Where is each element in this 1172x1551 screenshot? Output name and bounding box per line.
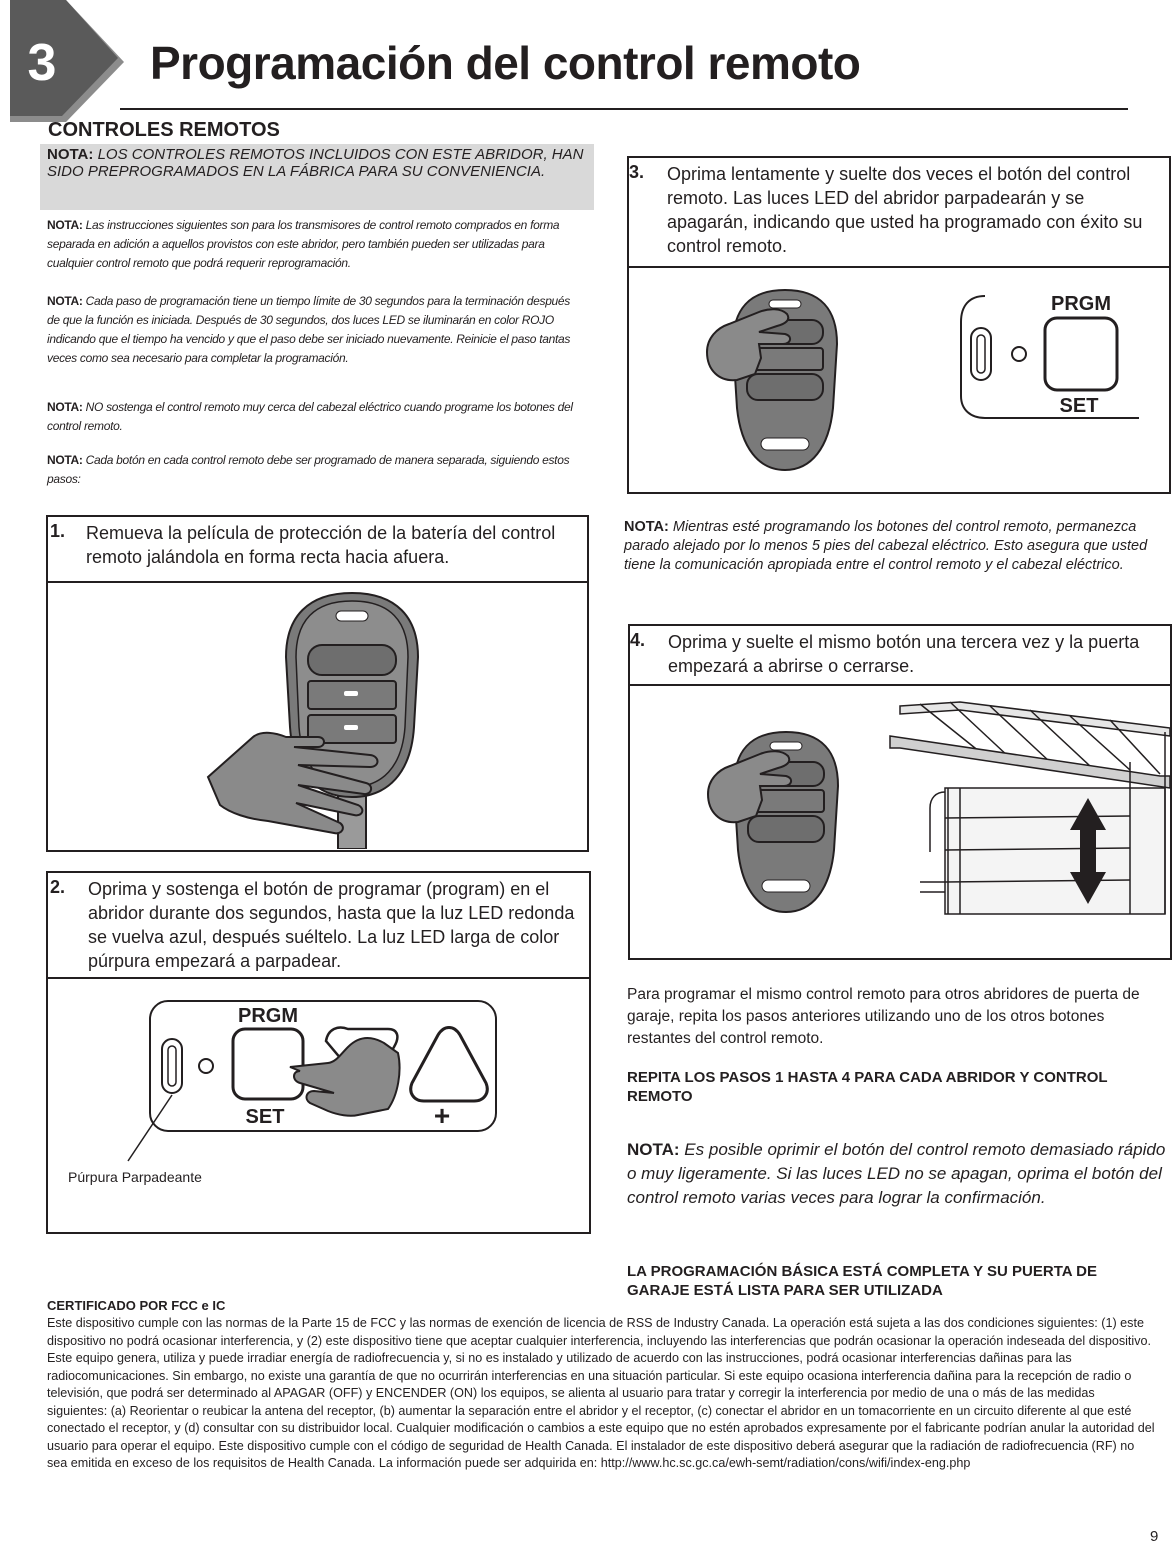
nota-main-label: NOTA: — [47, 146, 94, 163]
note-2 — [47, 292, 577, 368]
step-1-box — [46, 515, 589, 852]
note-text: NO sostenga el control remoto muy cerca del cabezal eléctrico cuando programe los botones del control remoto. — [47, 400, 573, 433]
section-title: CONTROLES REMOTOS — [48, 119, 280, 141]
round-led — [1012, 347, 1026, 361]
step-4-text: Oprima y suelte el mismo botón una tercera vez y la puerta empezará a abrirse o cerrarse. — [668, 632, 1140, 676]
note-3 — [47, 398, 577, 436]
note-1 — [47, 216, 577, 273]
set-label: SET — [245, 1106, 285, 1128]
step-3-box — [627, 156, 1171, 494]
remote-pull-tab-illustration — [198, 587, 448, 849]
step-2-box — [46, 871, 591, 1234]
repeat-heading: REPITA LOS PASOS 1 HASTA 4 PARA CADA ABRIDOR Y CONTROL REMOTO — [627, 1069, 1108, 1105]
prgm-set-button — [1045, 318, 1117, 390]
step-2-text: Oprima y sostenga el botón de programar (program) en el abridor durante dos segundos, hasta que la luz LED redonda se vuelva azul, después suéltelo. La luz LED larga de color púrpura empezará a parpadear. — [88, 879, 575, 971]
note-text: Cada botón en cada control remoto debe ser programado de manera separada, siguiendo estos pasos: — [47, 453, 570, 486]
final-note — [627, 1138, 1167, 1210]
long-led — [971, 328, 991, 380]
step-2-number: 2. — [50, 877, 66, 897]
prgm-set-button — [233, 1029, 303, 1099]
set-label: SET — [1059, 395, 1099, 417]
plus-label: + — [433, 1100, 451, 1131]
section-number: 3 — [27, 34, 57, 92]
step-3-number: 3. — [629, 162, 645, 182]
right-note — [624, 518, 1172, 575]
note-text: Cada paso de programación tiene un tiempo límite de 30 segundos para la terminación después de que la función es iniciada. Después de 30 segundos, dos luces LED se iluminarán en color ROJO indicando que el tiempo ha vencido y que el paso debe ser iniciado nuevamente. Reinicie el paso tantas veces como sea necesario para completar la programación. — [47, 294, 571, 365]
step-4-box — [628, 624, 1172, 960]
final-note-text: Es posible oprimir el botón del control remoto demasiado rápido o muy ligeramente. Si las luces LED no se apagan, oprima el botón del control remoto varias veces para lograr la confirmación. — [627, 1140, 1166, 1207]
step-1-text: Remueva la película de protección de la batería del control remoto jalándola en forma recta hacia afuera. — [86, 523, 556, 567]
prgm-label: PRGM — [1051, 293, 1111, 315]
prgm-label: PRGM — [238, 1005, 298, 1027]
step-1-number: 1. — [50, 521, 66, 541]
round-led — [199, 1059, 213, 1073]
final-note-label: NOTA: — [627, 1140, 680, 1159]
step-4-number: 4. — [630, 630, 646, 650]
note-label: NOTA: — [47, 400, 83, 414]
nota-main-text: LOS CONTROLES REMOTOS INCLUIDOS CON ESTE ABRIDOR, HAN SIDO PREPROGRAMADOS EN LA FÁBRICA PARA SU CONVENIENCIA. — [47, 146, 584, 180]
right-note-label: NOTA: — [624, 519, 669, 535]
fcc-body: Este dispositivo cumple con las normas de la Parte 15 de FCC y las normas de exención de licencia de RSS de Industry Canada. La operación está sujeta a las dos condiciones siguientes: (1) este dispositivo no podrá ocasionar interferencia, y (2) este dispositivo tiene que aceptar cualquier interferencia, incluyendo las interferencias que podrán ocasionar la operación indeseada del dispositivo. Este equipo genera, utiliza y puede irradiar energía de radiofrecuencia y, si no es instalado y utilizado de acuerdo con las instrucciones, podrá ocasionar interferencias dañinas para las radiocomunicaciones. Sin embargo, no existe una garantía de que no ocurrirán interferencias en una situación particular. Si este equipo ocasiona interferencia dañina para la recepción de radio o televisión, que podrá ser determinado al APAGAR (OFF) y ENCENDER (ON) los equipos, se alienta al usuario para tratar y corregir la interferencia por medio de una o más de las medidas siguientes: (a) Reorientar o reubicar la antena del receptor, (b) aumentar la separación entre el abridor y el receptor, (c) conectar el abridor en un tomacorriente en un circuito diferente al que esté conectado el receptor, y (d) consultar con su distribuidor local. Cualquier modificación o cambios a este equipo que no estén aprobados expresamente por el fabricante podrían anular la autoridad del usuario para operar el equipo. Este dispositivo cumple con el código de seguridad de Health Canada. El instalador de este dispositivo deberá asegurar que la radiación de radiofrecuencia (RF) no sea emitida en exceso de los requisitos de Health Canada. La información puede ser adquirida en: http://www.hc.sc.gc.ca/ewh-semt/radiation/cons/wifi/index-eng.php — [47, 1316, 1155, 1470]
step-3-text: Oprima lentamente y suelte dos veces el botón del control remoto. Las luces LED del abridor parpadearán y se apagarán, indicando que usted ha programado con éxito su control remoto. — [667, 164, 1143, 256]
note-label: NOTA: — [47, 218, 83, 232]
note-text: Las instrucciones siguientes son para los transmisores de control remoto comprados en forma separada en adición a aquellos provistos con este abridor, pero también pueden ser utilizadas para cualquier control remoto que podrá requerir reprogramación. — [47, 218, 560, 270]
note-label: NOTA: — [47, 294, 83, 308]
repeat-paragraph: Para programar el mismo control remoto para otros abridores de puerta de garaje, repita los pasos anteriores utilizando uno de los otros botones restantes del control remoto. — [627, 986, 1140, 1047]
note-label: NOTA: — [47, 453, 83, 467]
note-4 — [47, 451, 577, 489]
nota-main — [47, 146, 587, 180]
page-title: Programación del control remoto — [150, 37, 861, 89]
opener-panel-illustration — [58, 991, 518, 1191]
garage-door-illustration — [690, 692, 1170, 942]
page-number: 9 — [1150, 1528, 1159, 1545]
callout-label: Púrpura Parpadeante — [68, 1169, 202, 1185]
long-led — [162, 1039, 182, 1093]
garage-frame — [890, 702, 1170, 914]
fcc-title: CERTIFICADO POR FCC e IC — [47, 1298, 226, 1313]
title-rule — [120, 108, 1128, 110]
remote-button-1 — [308, 645, 396, 675]
complete-heading: LA PROGRAMACIÓN BÁSICA ESTÁ COMPLETA Y SU PUERTA DE GARAJE ESTÁ LISTA PARA SER UTILIZADA — [627, 1263, 1098, 1299]
section-badge — [0, 0, 130, 122]
remote-press-illustration — [689, 278, 1169, 478]
right-note-text: Mientras esté programando los botones del control remoto, permanezca parado alejado por lo menos 5 pies del cabezal eléctrico. Esto asegura que usted tiene la comunicación apropiada entre el control remoto y el cabezal eléctrico. — [624, 519, 1148, 573]
